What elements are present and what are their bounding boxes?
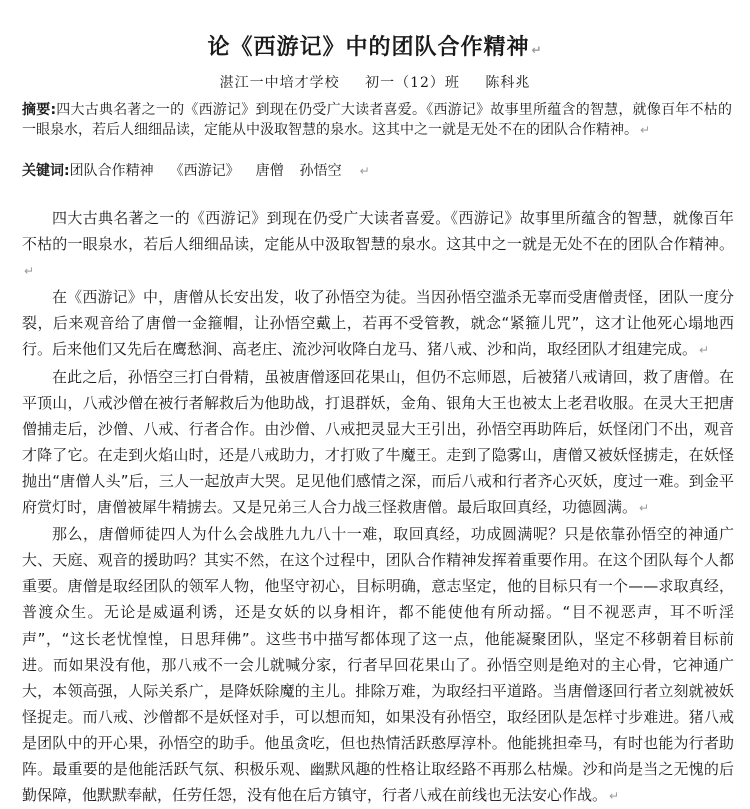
document-title: 论《西游记》中的团队合作精神 ↵ [207, 35, 543, 60]
keywords-label: 关键词: [22, 163, 70, 179]
paragraph-mark-icon: ↵ [24, 264, 35, 279]
byline [0, 72, 750, 92]
keywords [22, 161, 732, 181]
paragraph: 在此之后，孙悟空三打白骨精，虽被唐僧逐回花果山，但仍不忘师恩，后被猪八戒请回，救了唐僧。在平顶山，八戒沙僧在被行者解救后为他助战，打退群妖，金角、银角大王也被太上老君收服。在灵大王把唐僧捕走后，沙僧、八戒、行者合作。由沙僧、八戒把灵显大王引出，孙悟空再助阵后，妖怪闭门不出，观音才降了它。在走到火焰山时，还是八戒助力，才打败了牛魔王。走到了隐雾山，唐僧又被妖怪掳走，在妖怪抛出“唐僧人头”后，三人一起放声大哭。足见他们感情之深，而后八戒和行者齐心灭妖，度过一难。到金平府赏灯时，唐僧被犀牛精掳去。又是兄弟三人合力战三怪救唐僧。最后取回真经，功德圆满。 ↵ [22, 367, 735, 517]
byline-school: 湛江一中培才学校 [219, 75, 340, 91]
byline-class: 初一（12）班 [365, 75, 460, 91]
keyword: 孙悟空 [299, 163, 342, 179]
abstract-label: 摘要: [22, 102, 57, 118]
keyword: 《西游记》 [169, 163, 240, 179]
paragraph-mark-icon: ↵ [359, 164, 370, 178]
body-text [22, 205, 734, 809]
keyword: 团队合作精神 [69, 163, 154, 179]
paragraph-mark-icon: ↵ [609, 789, 620, 804]
paragraph: 在《西游记》中，唐僧从长安出发，收了孙悟空为徒。当因孙悟空滥杀无辜而受唐僧责怪，团队一度分裂，后来观音给了唐僧一金箍帽，让孙悟空戴上，若再不受管教，就念“紧箍儿咒”，这才让他死心塌地西行。后来他们又先后在鹰愁涧、高老庄、流沙河收降白龙马、猪八戒、沙和尚，取经团队才组建完成。 ↵ [22, 288, 734, 359]
paragraph-mark-icon: ↵ [640, 123, 651, 137]
abstract-text: 四大古典名著之一的《西游记》到现在仍受广大读者喜爱。《西游记》故事里所蕴含的智慧，就像百年不枯的一眼泉水，若后人细细品读，定能从中汲取智慧的泉水。这其中之一就是无处不在的团队合作精神。 [22, 102, 732, 138]
paragraph-mark-icon: ↵ [531, 43, 543, 57]
paragraph-mark-icon: ↵ [639, 501, 650, 516]
paragraph: 四大古典名著之一的《西游记》到现在仍受广大读者喜爱。《西游记》故事里所蕴含的智慧，就像百年不枯的一眼泉水，若后人细细品读，定能从中汲取智慧的泉水。这其中之一就是无处不在的团队合作精神。↵ [22, 209, 734, 279]
byline-author: 陈科兆 [485, 75, 531, 91]
keyword: 唐僧 [255, 163, 284, 179]
abstract [22, 100, 732, 140]
paragraph-mark-icon: ↵ [699, 343, 710, 358]
paragraph: 那么，唐僧师徒四人为什么会战胜九九八十一难，取回真经，功成圆满呢？只是依靠孙悟空的神通广大、天庭、观音的援助吗？其实不然，在这个过程中，团队合作精神发挥着重要作用。在这个团队每个人都重要。唐僧是取经团队的领军人物，他坚守初心，目标明确，意志坚定，他的目标只有一个——求取真经，普渡众生。无论是威逼利诱，还是女妖的以身相许，都不能使他有所动摇。“目不视恶声，耳不听淫声”，“这长老忧惶惶，日思拜佛”。这些书中描写都体现了这一点，他能凝聚团队，坚定不移朝着目标前进。而如果没有他，那八戒不一会儿就喊分家，行者早回花果山了。孙悟空则是绝对的主心骨，它神通广大，本领高强，人际关系广，是降妖除魔的主儿。排除万难，为取经扫平道路。当唐僧逐回行者立刻就被妖怪捉走。而八戒、沙僧都不是妖怪对手，可以想而知，如果没有孙悟空，取经团队是怎样寸步难进。猪八戒是团队中的开心果，孙悟空的助手。他虽贪吃，但也热情活跃憨厚淳朴。他能挑担牵马，有时也能为行者助阵。最重要的是他能活跃气氛、积极乐观、幽默风趣的性格让取经路不再那么枯燥。沙和尚是当之无愧的后勤保障，他默默奉献，任劳任怨，没有他在后方镇守，行者八戒在前线也无法安心作战。 ↵ [22, 525, 734, 805]
